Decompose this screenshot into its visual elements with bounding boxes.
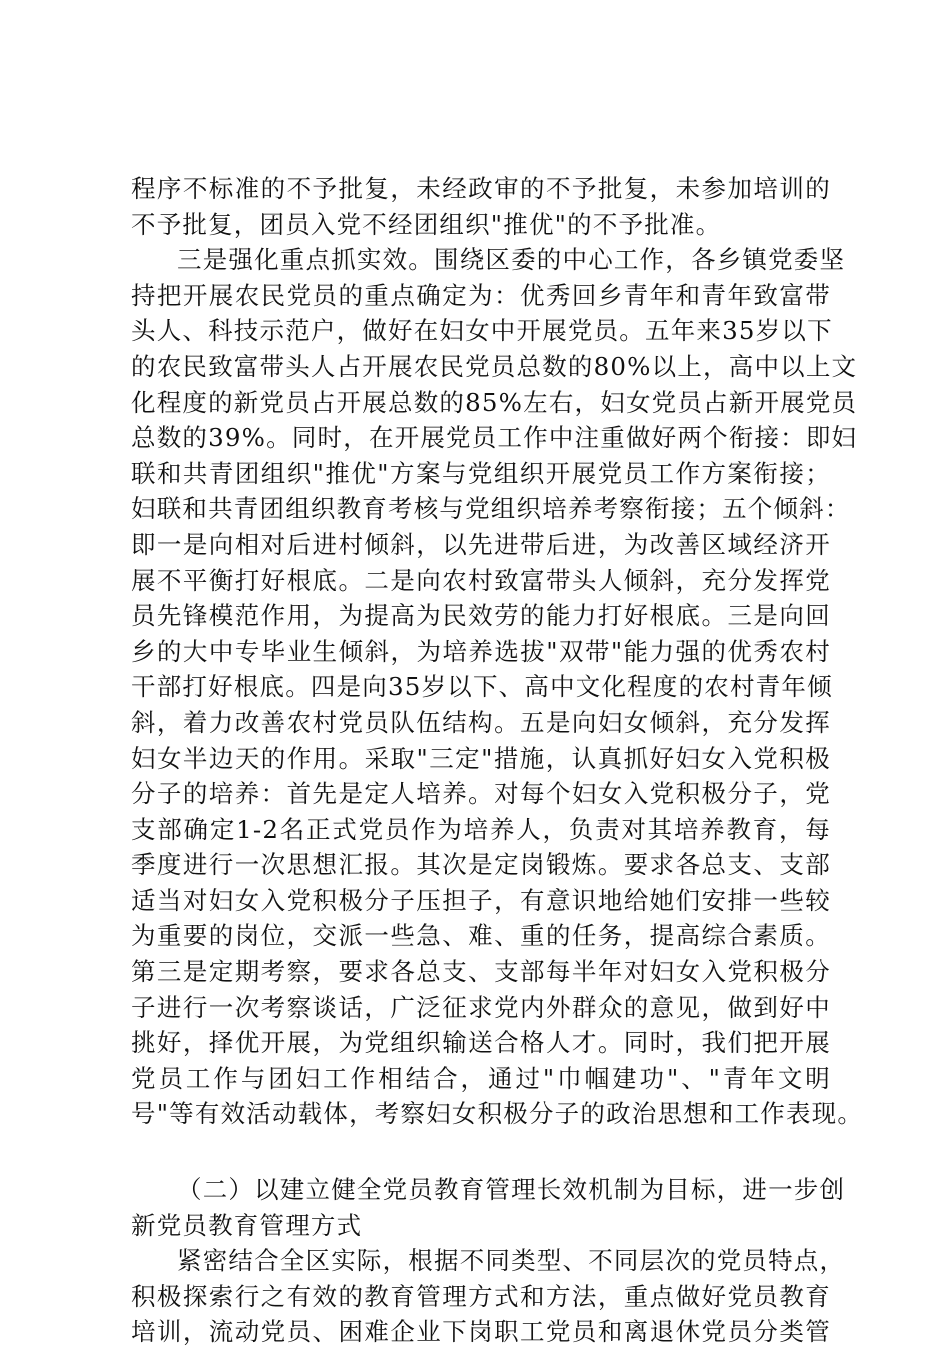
text-line: 号"等有效活动载体，考察妇女积极分子的政治思想和工作表现。 xyxy=(131,1099,864,1129)
text-line: 展不平衡打好根底。二是向农村致富带头人倾斜，充分发挥党 xyxy=(131,565,831,595)
text-line: 持把开展农民党员的重点确定为：优秀回乡青年和青年致富带 xyxy=(131,280,831,310)
text-line: 斜，着力改善农村党员队伍结构。五是向妇女倾斜，充分发挥 xyxy=(131,707,831,737)
text-line: 挑好，择优开展，为党组织输送合格人才。同时，我们把开展 xyxy=(131,1028,831,1058)
heading-line: （二）以建立健全党员教育管理长效机制为目标，进一步创 xyxy=(177,1175,846,1205)
text-line: 适当对妇女入党积极分子压担子，有意识地给她们安排一些较 xyxy=(131,885,831,915)
heading-line: 新党员教育管理方式 xyxy=(131,1210,363,1240)
text-line: 第三是定期考察，要求各总支、支部每半年对妇女入党积极分 xyxy=(131,957,831,987)
text-line: 程序不标准的不予批复，未经政审的不予批复，未参加培训的 xyxy=(131,174,831,203)
text-line: 培训，流动党员、困难企业下岗职工党员和离退休党员分类管 xyxy=(131,1317,831,1347)
text-line: 妇联和共青团组织教育考核与党组织培养考察衔接；五个倾斜： xyxy=(131,494,851,524)
text-line: 积极探索行之有效的教育管理方式和方法，重点做好党员教育 xyxy=(131,1281,831,1311)
text-line: 党员工作与团妇工作相结合，通过"巾帼建功"、"青年文明 xyxy=(131,1063,831,1093)
text-line: 化程度的新党员占开展总数的85%左右，妇女党员占新开展党员 xyxy=(131,387,858,417)
paragraph-education xyxy=(131,1243,846,1350)
paragraph-continuation xyxy=(131,171,831,242)
text-line: 即一是向相对后进村倾斜，以先进带后进，为改善区域经济开 xyxy=(131,529,831,559)
text-line: 妇女半边天的作用。采取"三定"措施，认真抓好妇女入党积极 xyxy=(131,743,831,773)
text-line: 不予批复，团员入党不经团组织"推优"的不予批准。 xyxy=(131,209,722,239)
text-line: 为重要的岗位，交派一些急、难、重的任务，提高综合素质。 xyxy=(131,921,831,951)
text-line: 分子的培养：首先是定人培养。对每个妇女入党积极分子，党 xyxy=(131,779,831,809)
text-line: 三是强化重点抓实效。围绕区委的中心工作，各乡镇党委坚 xyxy=(177,245,846,275)
text-line: 总数的39%。同时，在开展党员工作中注重做好两个衔接：即妇 xyxy=(131,423,858,453)
text-line: 干部打好根底。四是向35岁以下、高中文化程度的农村青年倾 xyxy=(131,672,833,702)
text-line: 子进行一次考察谈话，广泛征求党内外群众的意见，做到好中 xyxy=(131,992,831,1022)
document-page xyxy=(131,171,864,1350)
text-line: 员先锋模范作用，为提高为民效劳的能力打好根底。三是向回 xyxy=(131,601,831,631)
text-line: 季度进行一次思想汇报。其次是定岗锻炼。要求各总支、支部 xyxy=(131,850,831,880)
text-line: 头人、科技示范户，做好在妇女中开展党员。五年来35岁以下 xyxy=(131,316,833,346)
text-line: 紧密结合全区实际，根据不同类型、不同层次的党员特点， xyxy=(177,1246,846,1276)
text-line: 支部确定1-2名正式党员作为培养人，负责对其培养教育，每 xyxy=(131,814,831,844)
section-heading xyxy=(131,1172,846,1243)
text-line: 的农民致富带头人占开展农民党员总数的80%以上，高中以上文 xyxy=(131,351,858,381)
paragraph-gap xyxy=(131,1132,831,1172)
text-line: 乡的大中专毕业生倾斜，为培养选拔"双带"能力强的优秀农村 xyxy=(131,636,831,666)
text-line: 联和共青团组织"推优"方案与党组织开展党员工作方案衔接； xyxy=(131,458,831,488)
paragraph-key-focus xyxy=(131,242,864,1132)
